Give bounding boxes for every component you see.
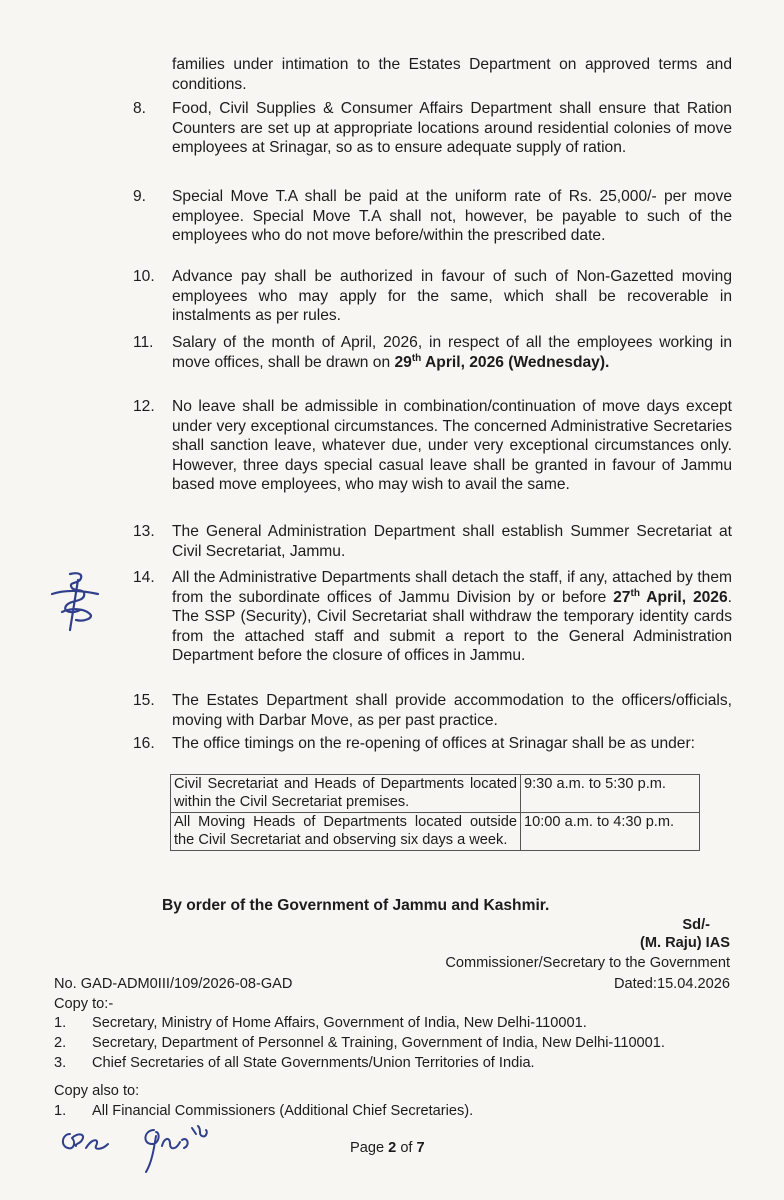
item-text: The General Administration Department shall establish Summer Secretariat at Civil Secretariat, Jammu. — [172, 523, 732, 560]
page-number — [350, 1140, 425, 1156]
page-current: 2 — [388, 1140, 397, 1156]
page-total: 7 — [416, 1140, 425, 1156]
item-text — [172, 568, 732, 666]
copy-number: 1. — [54, 1103, 67, 1119]
dated: Dated:15.04.2026 — [613, 976, 730, 992]
copy-number: 2. — [54, 1035, 67, 1051]
item-number: 9. — [133, 188, 147, 205]
signed-mark: Sd/- — [682, 917, 710, 933]
copy-text: Secretary, Ministry of Home Affairs, Government of India, New Delhi-110001. — [92, 1015, 587, 1031]
copy-number: 1. — [54, 1015, 67, 1031]
copy-text: Secretary, Department of Personnel & Training, Government of India, New Delhi-110001. — [92, 1035, 665, 1051]
copy-to-label: Copy to:- — [54, 996, 114, 1012]
date-suffix: th — [411, 352, 422, 364]
reference-number: No. GAD-ADM0III/109/2026-08-GAD — [54, 976, 293, 992]
time-cell: 10:00 a.m. to 4:30 p.m. — [521, 813, 700, 851]
item-number: 15. — [133, 692, 155, 709]
margin-signature-icon — [40, 568, 114, 640]
item-number: 16. — [133, 735, 155, 752]
page-prefix: Page — [350, 1140, 389, 1156]
date-rest: April, 2026 (Wednesday). — [421, 353, 610, 371]
office-cell: Civil Secretariat and Heads of Departments located within the Civil Secretariat premises. — [171, 775, 521, 813]
copy-text: All Financial Commissioners (Additional Chief Secretaries). — [92, 1103, 474, 1119]
table-row — [171, 813, 700, 851]
item-text: No leave shall be admissible in combination/continuation of move days except under very exceptional circumstances. The concerned Administrative Secretaries shall sanction leave, whatever due, under very exceptional circumstances only. However, three days special casual leave shall be granted in favour of Jammu based move employees, who may wish to avail the same. — [172, 398, 732, 493]
item-number: 13. — [133, 523, 155, 540]
salary-date — [394, 354, 609, 371]
item-text-part: Salary of the month of April, 2026, in respect of all the employees working in move offices, shall be drawn on — [172, 334, 732, 371]
item-number: 10. — [133, 268, 155, 285]
page-middle: of — [396, 1140, 417, 1156]
copy-text: Chief Secretaries of all State Governments/Union Territories of India. — [92, 1055, 535, 1071]
copy-number: 3. — [54, 1055, 67, 1071]
date-day: 29 — [394, 353, 412, 371]
signatory-designation: Commissioner/Secretary to the Government — [445, 955, 730, 971]
detach-date — [613, 589, 728, 606]
item-number: 11. — [133, 334, 154, 351]
item-text: Food, Civil Supplies & Consumer Affairs Department shall ensure that Ration Counters are set up at appropriate locations around residential colonies of move employees at Srinagar, so as to ensure adequate supply of ration. — [172, 100, 732, 156]
item-text: Advance pay shall be authorized in favour of such of Non-Gazetted moving employees who may apply for the same, which shall be recoverable in instalments as per rules. — [172, 268, 732, 324]
date-day: 27 — [613, 588, 631, 606]
item-text: The Estates Department shall provide accommodation to the officers/officials, moving with Darbar Move, as per past practice. — [172, 692, 732, 729]
office-cell: All Moving Heads of Departments located outside the Civil Secretariat and observing six days a week. — [171, 813, 521, 851]
item-text — [172, 333, 732, 372]
time-cell: 9:30 a.m. to 5:30 p.m. — [521, 775, 700, 813]
signatory-name: (M. Raju) IAS — [640, 935, 730, 951]
date-rest: April, 2026 — [639, 588, 728, 606]
item-text-part: All the Administrative Departments shall detach the staff, if any, attached by them from the subordinate offices of Jammu Division by or before — [172, 569, 732, 606]
item-number: 8. — [133, 100, 147, 117]
item-number: 14. — [133, 569, 155, 586]
table-row — [171, 775, 700, 813]
order-line: By order of the Government of Jammu and Kashmir. — [162, 897, 550, 914]
date-suffix: th — [630, 587, 640, 599]
item-number: 12. — [133, 398, 155, 415]
office-timings-table — [170, 774, 700, 851]
item-text-part: . The SSP (Security), Civil Secretariat shall withdraw the temporary identity cards from the attached staff and submit a report to the General Administration Department before the closure of offices in Jammu. — [172, 588, 732, 664]
item-text: Special Move T.A shall be paid at the uniform rate of Rs. 25,000/- per move employee. Special Move T.A shall not, however, be payable to such of the employees who do not move before/within the prescribed date. — [172, 188, 732, 244]
item-text: The office timings on the re-opening of offices at Srinagar shall be as under: — [172, 735, 695, 752]
countersign-signature-icon — [136, 1122, 218, 1178]
initials-signature-icon — [56, 1124, 112, 1158]
continuation-paragraph: families under intimation to the Estates Department on approved terms and conditions. — [172, 56, 732, 93]
copy-also-label: Copy also to: — [54, 1083, 140, 1099]
